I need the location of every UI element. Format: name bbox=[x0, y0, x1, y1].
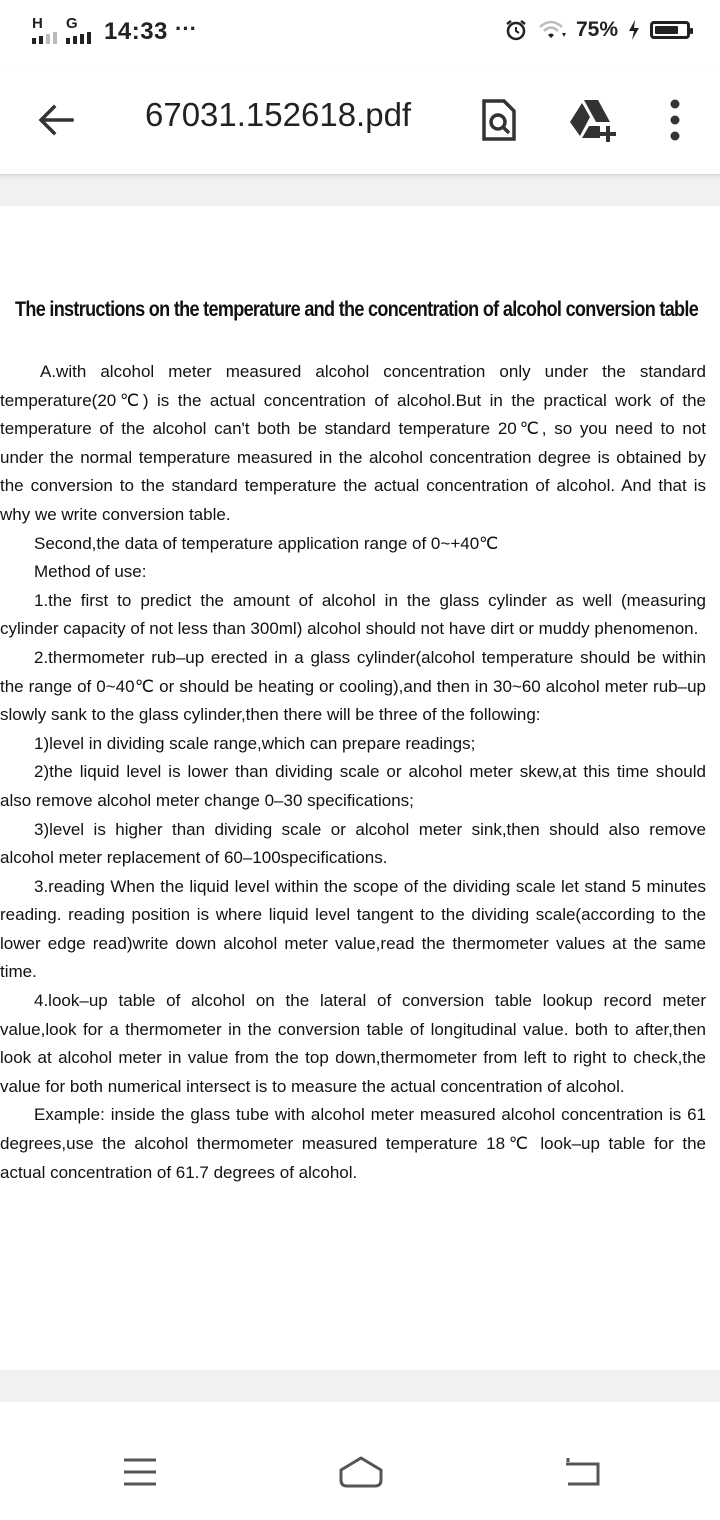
signal-strength-icon-1 bbox=[32, 16, 60, 48]
battery-icon bbox=[650, 21, 690, 39]
google-drive-add-icon[interactable] bbox=[566, 96, 614, 144]
paragraph: Method of use: bbox=[34, 562, 147, 582]
document-body bbox=[0, 358, 706, 1187]
battery-percent: 75% bbox=[575, 18, 618, 41]
pdf-page[interactable] bbox=[0, 206, 720, 1370]
home-icon[interactable] bbox=[337, 1454, 381, 1490]
paragraph: A.with alcohol meter measured alcohol concentration only under the standard temperature(20℃) is the actual concentration of alcohol.But in the practical work of the temperature of the alcohol can't both be standard temperature 20℃, so you need to not under the normal temperature measured in the alcohol concentration degree is obtained by the conversion to the standard temperature the actual concentration of alcohol. And that is why we write conversion table. bbox=[0, 362, 706, 524]
recent-apps-icon[interactable] bbox=[118, 1454, 162, 1490]
paragraph: 2)the liquid level is lower than dividing scale or alcohol meter skew,at this time should also remove alcohol meter change 0–30 specifications; bbox=[0, 762, 706, 810]
file-title: 67031.152618.pdf bbox=[145, 96, 412, 133]
paragraph: 3.reading When the liquid level within the scope of the dividing scale let stand 5 minutes reading. reading position is where liquid level tangent to the dividing scale(according to the lower edge read)write down alcohol meter value,read the thermometer values at the same time. bbox=[0, 876, 706, 982]
paragraph: Second,the data of temperature application range of 0~+40℃ bbox=[34, 533, 499, 553]
navigation-bar bbox=[0, 1402, 720, 1520]
clock: 14:33 bbox=[104, 18, 168, 45]
back-icon[interactable] bbox=[560, 1454, 604, 1490]
network-type-label-1: H bbox=[32, 15, 43, 32]
signal-strength-icon-2 bbox=[66, 16, 94, 48]
back-arrow-icon[interactable] bbox=[36, 100, 76, 140]
paragraph: 1.the first to predict the amount of alcohol in the glass cylinder as well (measuring cylinder capacity of not less than 300ml) alcohol should not have dirt or muddy phenomenon. bbox=[0, 590, 706, 639]
paragraph: Example: inside the glass tube with alcohol meter measured alcohol concentration is 61 degrees,use the alcohol thermometer measured temperature 18℃ look–up table for the actual concentration of 61.7 degrees of alcohol. bbox=[0, 1105, 706, 1182]
status-bar bbox=[0, 0, 720, 66]
paragraph: 3)level is higher than dividing scale or alcohol meter sink,then should also remove alcohol meter replacement of 60–100specifications. bbox=[0, 819, 706, 868]
document-title: The instructions on the temperature and the concentration of alcohol conversion table bbox=[15, 298, 699, 321]
search-document-icon[interactable] bbox=[474, 96, 522, 144]
network-type-label-2: G bbox=[66, 15, 78, 32]
paragraph: 2.thermometer rub–up erected in a glass cylinder(alcohol temperature should be within the range of 0~40℃ or should be heating or cooling),and then in 30~60 alcohol meter rub–up slowly sank to the glass cylinder,then there will be three of the following: bbox=[0, 647, 706, 725]
status-icons bbox=[504, 18, 690, 42]
alarm-icon bbox=[504, 18, 528, 42]
more-vertical-icon[interactable] bbox=[655, 96, 703, 144]
charging-icon bbox=[628, 20, 640, 40]
paragraph: 1)level in dividing scale range,which can prepare readings; bbox=[34, 733, 476, 753]
paragraph: 4.look–up table of alcohol on the lateral of conversion table lookup record meter value,look for a thermometer in the conversion table of longitudinal value. both to after,then look at alcohol meter in value from the top down,thermometer from left to right to check,the value for both numerical intersect is to measure the actual concentration of alcohol. bbox=[0, 991, 706, 1096]
app-bar bbox=[0, 66, 720, 175]
more-notifications-icon: ··· bbox=[175, 16, 197, 41]
battery-fill bbox=[655, 26, 678, 34]
wifi-icon bbox=[538, 19, 566, 41]
